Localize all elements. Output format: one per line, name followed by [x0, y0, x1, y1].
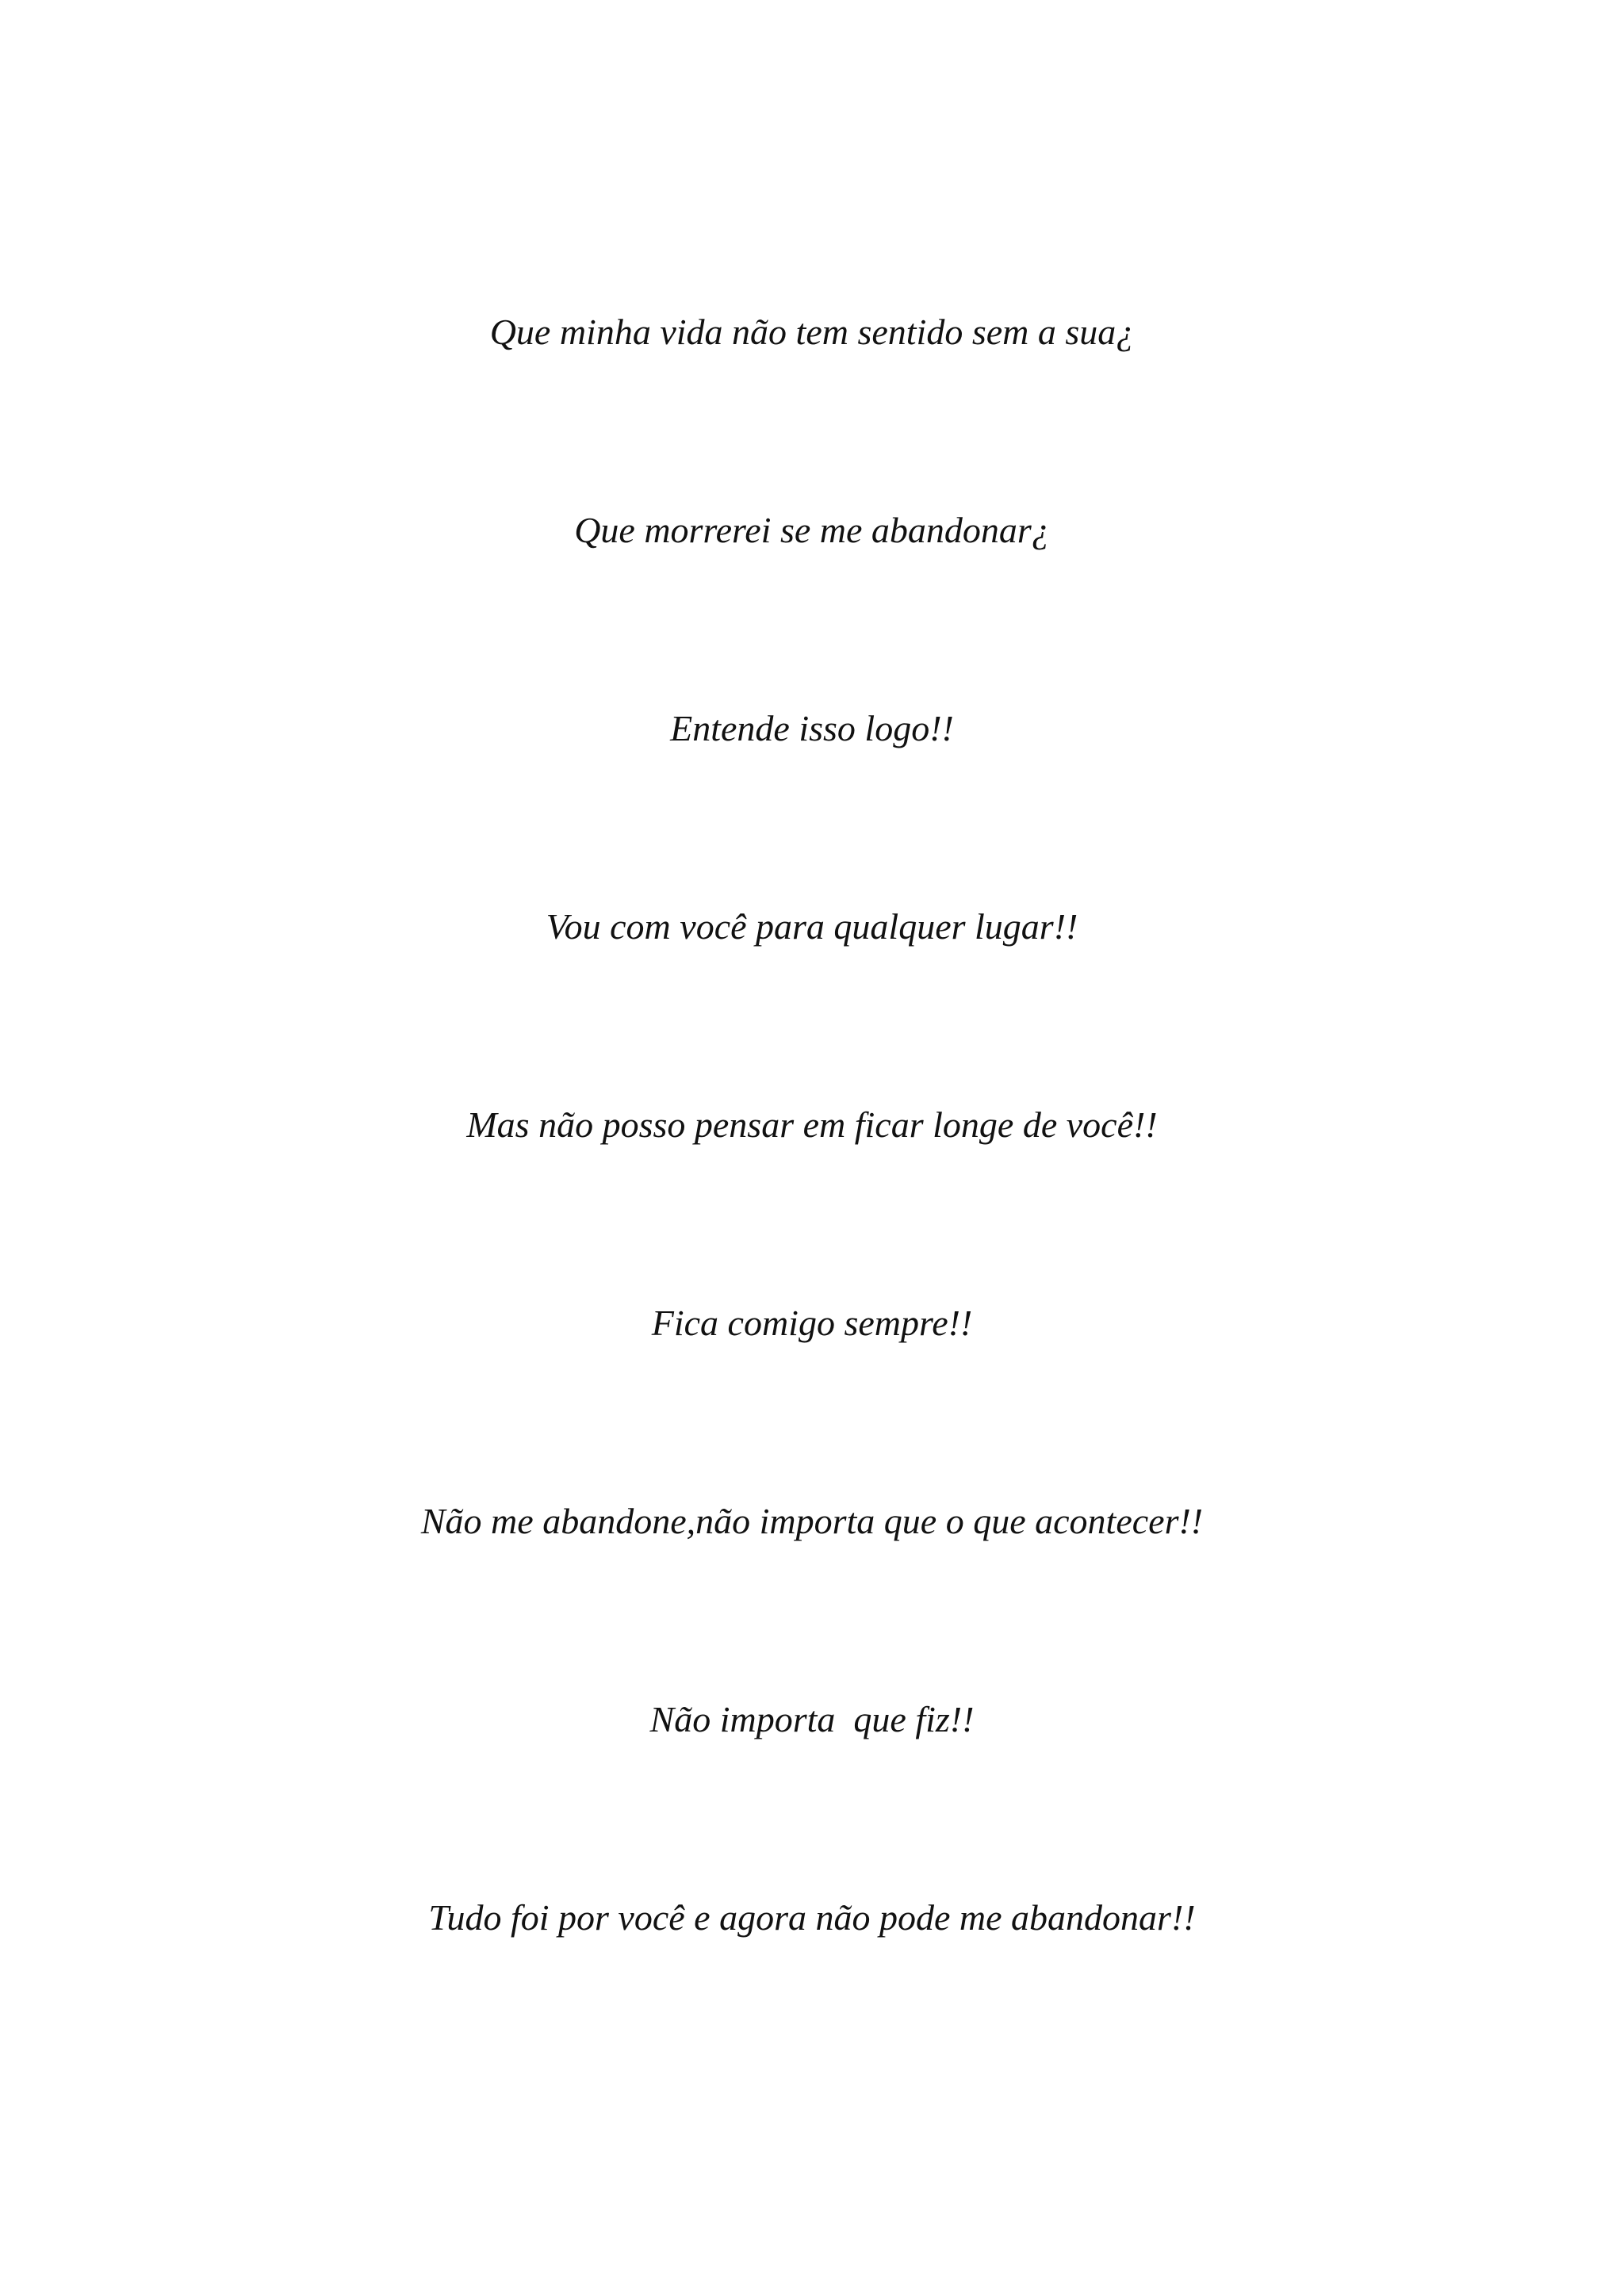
text-line: Que minha vida não tem sentido sem a sua¿: [489, 312, 1135, 352]
text-line: Entende isso logo!!: [670, 708, 954, 748]
text-line: Não me abandone,não importa que o que acontecer!!: [420, 1501, 1204, 1541]
text-line: Que morrerei se me abandonar¿: [574, 510, 1050, 550]
text-line: Vou com você para qualquer lugar!!: [546, 906, 1078, 947]
text-line: Não importa que fiz!!: [649, 1699, 975, 1739]
text-line: Fica comigo sempre!!: [651, 1303, 973, 1343]
text-line: Mas não posso pensar em ficar longe de você!!: [466, 1104, 1158, 1145]
text-line: Tudo foi por você e agora não pode me abandonar!!: [428, 1897, 1196, 1938]
